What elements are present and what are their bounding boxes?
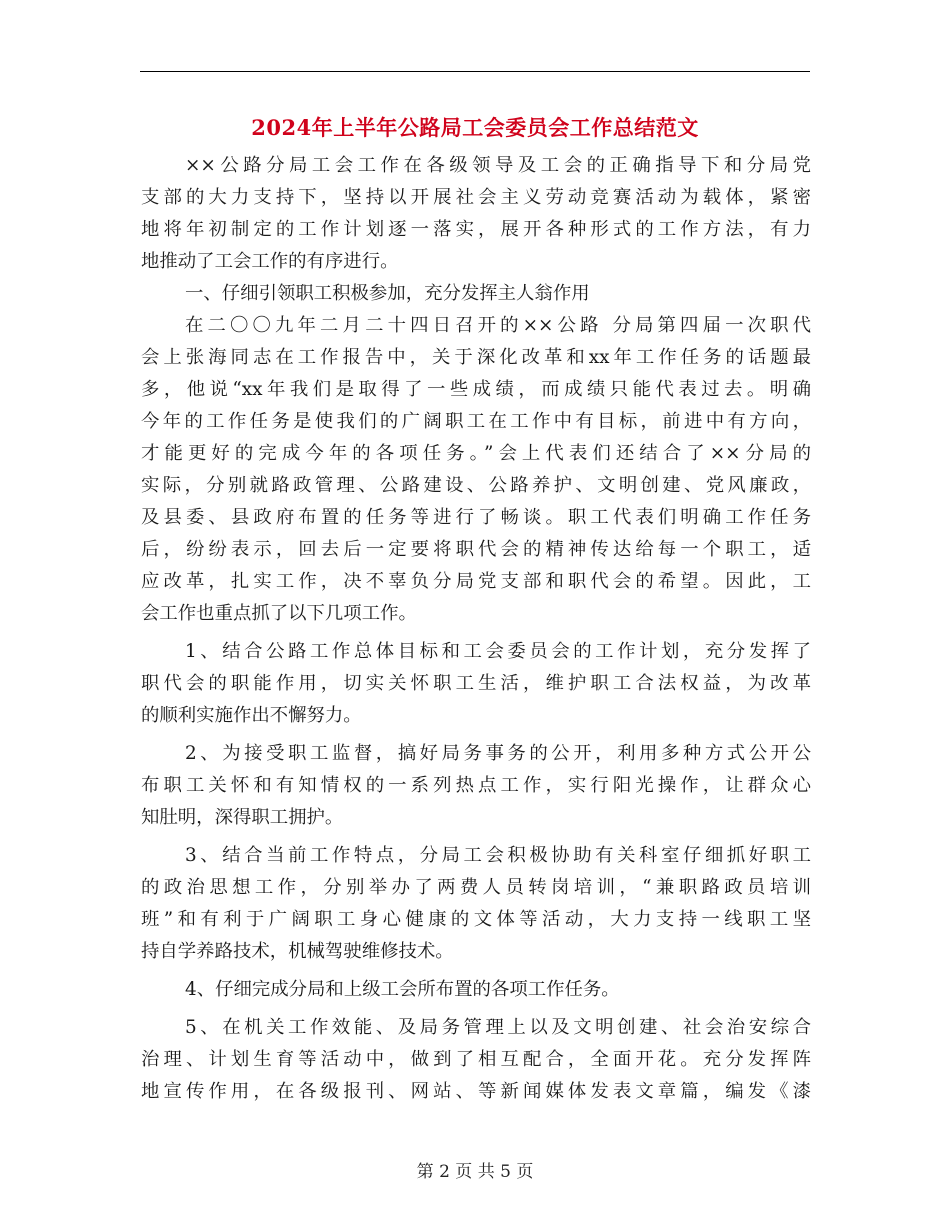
list-item-line: 2、为接受职工监督，搞好局务事务的公开，利用多种方式公开公 (185, 743, 811, 764)
text-line: 会工作也重点抓了以下几项工作。 (141, 603, 417, 624)
text-line: 地推动了工会工作的有序进行。 (141, 251, 399, 272)
text-line: 支部的大力支持下，坚持以开展社会主义劳动竞赛活动为载体，紧密 (141, 187, 811, 208)
text-line: 的政治思想工作，分别举办了两费人员转岗培训，“兼职路政员培训 (141, 877, 811, 898)
list-item-line: 4、仔细完成分局和上级工会所布置的各项工作任务。 (185, 979, 620, 1000)
text-line: 应改革，扎实工作，决不辜负分局党支部和职代会的希望。因此，工 (141, 571, 811, 592)
header-rule (140, 71, 810, 72)
text-line: 会上张海同志在工作报告中，关于深化改革和xx年工作任务的话题最 (141, 347, 811, 368)
text-line: 地宣传作用，在各级报刊、网站、等新闻媒体发表文章篇，编发《漆 (141, 1081, 811, 1102)
text-line: 布职工关怀和有知情权的一系列热点工作，实行阳光操作，让群众心 (141, 775, 811, 796)
text-line: 职代会的职能作用，切实关怀职工生活，维护职工合法权益，为改革 (141, 673, 811, 694)
text-line: 地将年初制定的工作计划逐一落实，展开各种形式的工作方法，有力 (141, 219, 811, 240)
text-line: 今年的工作任务是使我们的广阔职工在工作中有目标，前进中有方向， (141, 411, 811, 432)
text-line: 实际，分别就路政管理、公路建设、公路养护、文明创建、党风廉政， (141, 475, 811, 496)
text-line: 及县委、县政府布置的任务等进行了畅谈。职工代表们明确工作任务 (141, 507, 811, 528)
document-body (141, 150, 811, 1108)
text-line: 多，他说“xx年我们是取得了一些成绩，而成绩只能代表过去。明确 (141, 379, 811, 400)
document-title: 2024年上半年公路局工会委员会工作总结范文 (251, 115, 699, 140)
text-line: 的顺利实施作出不懈努力。 (141, 705, 362, 726)
section-heading: 一、仔细引领职工积极参加，充分发挥主人翁作用 (185, 283, 590, 304)
list-item-line: 1、结合公路工作总体目标和工会委员会的工作计划，充分发挥了 (185, 641, 811, 662)
text-line: 后，纷纷表示，回去后一定要将职代会的精神传达给每一个职工，适 (141, 539, 811, 560)
list-item-line: 5、在机关工作效能、及局务管理上以及文明创建、社会治安综合 (185, 1017, 811, 1038)
text-line: 在二〇〇九年二月二十四日召开的××公路 分局第四届一次职代 (185, 315, 811, 336)
text-line: 治理、计划生育等活动中，做到了相互配合，全面开花。充分发挥阵 (141, 1049, 811, 1070)
text-line: 才能更好的完成今年的各项任务。”会上代表们还结合了××分局的 (141, 443, 811, 464)
text-line: 知肚明，深得职工拥护。 (141, 807, 344, 828)
text-line: ××公路分局工会工作在各级领导及工会的正确指导下和分局党 (185, 155, 811, 176)
page-number-footer: 第 2 页 共 5 页 (416, 1162, 534, 1182)
text-line: 班”和有利于广阔职工身心健康的文体等活动，大力支持一线职工坚 (141, 909, 811, 930)
text-line: 持自学养路技术，机械驾驶维修技术。 (141, 941, 454, 962)
list-item-line: 3、结合当前工作特点，分局工会积极协助有关科室仔细抓好职工 (185, 845, 811, 866)
